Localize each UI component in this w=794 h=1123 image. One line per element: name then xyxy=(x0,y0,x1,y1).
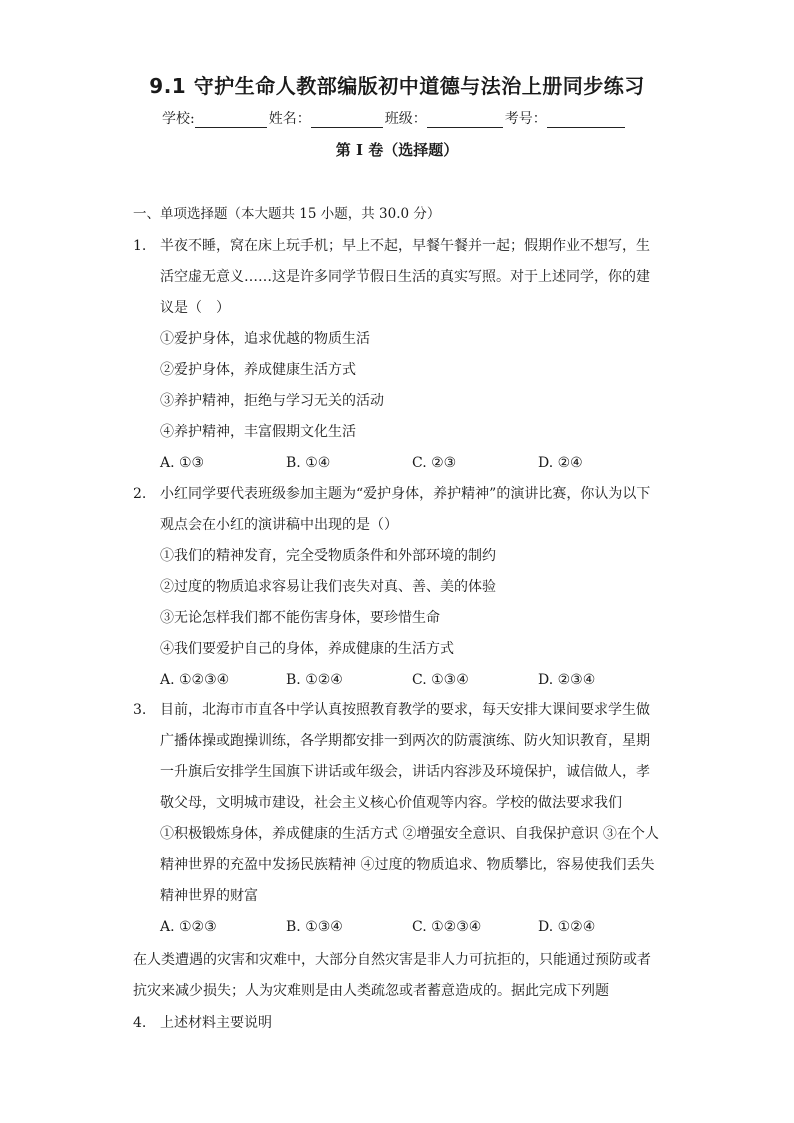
school-blank[interactable] xyxy=(195,111,267,128)
choice-d[interactable]: D. ②④ xyxy=(538,455,583,471)
question-stem: 半夜不睡，窝在床上玩手机；早上不起，早餐午餐并一起；假期作业不想写，生活空虚无意义……这是许多同学节假日生活的真实写照。对于上述同学，你的建议是（ ） xyxy=(160,238,650,316)
choice-c[interactable]: C. ②③ xyxy=(412,455,457,471)
question-2 xyxy=(133,479,663,696)
answer-choices xyxy=(160,448,610,479)
question-number: 4. xyxy=(133,1015,147,1031)
question-stem: 目前，北海市市直各中学认真按照教育教学的要求，每天安排大课间要求学生做广播体操或跑操训练，各学期都安排一到两次的防震演练、防火知识教育，星期一升旗后安排学生国旗下讲话或年级会，讲话内容涉及环境保护，诚信做人，孝敬父母，文明城市建设，社会主义核心价值观等内容。学校的做法要求我们 xyxy=(160,702,650,811)
question-4 xyxy=(133,1008,663,1039)
document-title: 9.1 守护生命人教部编版初中道德与法治上册同步练习 xyxy=(149,74,645,98)
question-stem: 小红同学要代表班级参加主题为“爱护身体，养护精神”的演讲比赛，你认为以下观点会在小红的演讲稿中出现的是（） xyxy=(160,486,651,533)
choice-b[interactable]: B. ①④ xyxy=(286,455,331,471)
choice-c[interactable]: C. ①③④ xyxy=(412,672,469,688)
choice-a[interactable]: A. ①③ xyxy=(160,455,205,471)
statement: ①我们的精神发育，完全受物质条件和外部环境的制约 xyxy=(160,548,496,564)
question-3 xyxy=(133,695,663,943)
question-stem: 上述材料主要说明 xyxy=(160,1015,272,1031)
statement: ④我们要爱护自己的身体，养成健康的生活方式 xyxy=(160,641,454,657)
question-1 xyxy=(133,231,663,479)
choice-c[interactable]: C. ①②③④ xyxy=(412,919,482,935)
statement: ②爱护身体，养成健康生活方式 xyxy=(160,362,356,378)
choice-d[interactable]: D. ②③④ xyxy=(538,672,596,688)
statement: ③养护精神，拒绝与学习无关的活动 xyxy=(160,393,384,409)
question-number: 2. xyxy=(133,486,147,502)
section-heading: 一、单项选择题（本大题共 15 小题，共 30.0 分） xyxy=(133,206,441,222)
choice-b[interactable]: B. ①②④ xyxy=(286,672,343,688)
statement: ③无论怎样我们都不能伤害身体，要珍惜生命 xyxy=(160,610,440,626)
material-paragraph: 在人类遭遇的灾害和灾难中，大部分自然灾害是非人力可抗拒的，只能通过预防或者抗灾来减少损失；人为灾难则是由人类疏忽或者蓄意造成的。据此完成下列题 xyxy=(133,952,651,999)
answer-choices xyxy=(160,665,610,696)
class-label: 班级： xyxy=(384,111,427,127)
school-label: 学校: xyxy=(162,111,195,127)
name-blank[interactable] xyxy=(311,111,383,128)
statement: ④养护精神，丰富假期文化生活 xyxy=(160,424,356,440)
volume-title: 第 I 卷（选择题） xyxy=(335,141,459,159)
choice-b[interactable]: B. ①③④ xyxy=(286,919,343,935)
exam-number-blank[interactable] xyxy=(547,111,625,128)
choice-a[interactable]: A. ①②③④ xyxy=(160,672,230,688)
exam-number-label: 考号： xyxy=(504,111,547,127)
name-label: 姓名： xyxy=(268,111,311,127)
choice-a[interactable]: A. ①②③ xyxy=(160,919,217,935)
question-number: 3. xyxy=(133,702,147,718)
answer-choices xyxy=(160,912,610,943)
class-blank[interactable] xyxy=(427,111,503,128)
choice-d[interactable]: D. ①②④ xyxy=(538,919,596,935)
question-number: 1. xyxy=(133,238,147,254)
statements-inline: ①积极锻炼身体，养成健康的生活方式 ②增强安全意识、自我保护意识 ③在个人精神世界的充盈中发扬民族精神 ④过度的物质追求、物质攀比，容易使我们丢失精神世界的财富 xyxy=(160,826,659,904)
statement: ①爱护身体，追求优越的物质生活 xyxy=(160,331,370,347)
statement: ②过度的物质追求容易让我们丧失对真、善、美的体验 xyxy=(160,579,496,595)
student-info-row xyxy=(162,108,642,128)
